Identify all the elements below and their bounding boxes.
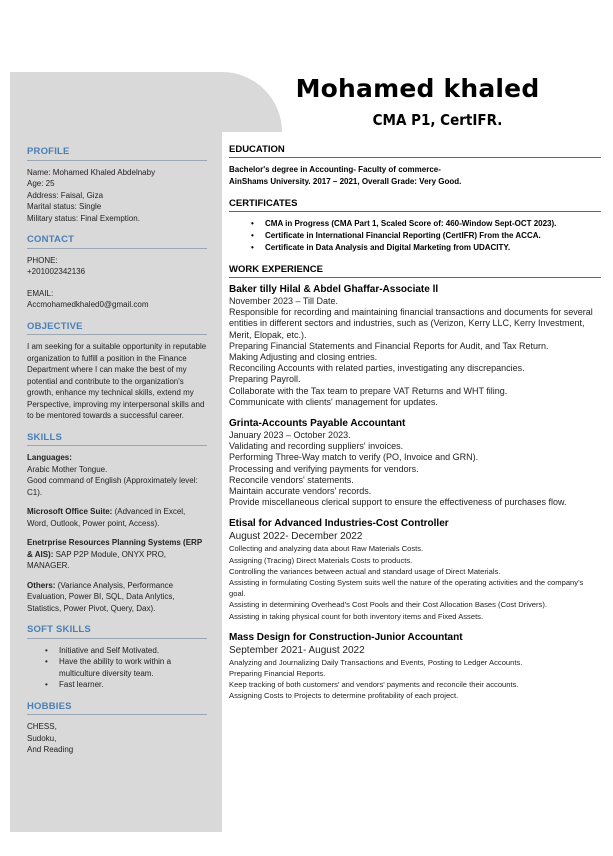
job-duty: Validating and recording suppliers' invoices. [229,441,404,452]
job-date: November 2023 – Till Date. [229,296,339,306]
soft-skills-list [45,645,207,691]
erp-skills-text: SAP P2P Module, ONYX PRO, MANAGER. [27,549,167,570]
list-item: • Initiative and Self Motivated. [45,645,207,657]
profile-section [27,146,207,224]
skills-section [27,432,207,615]
job-duty: Reconciling Accounts with related parties, investigating any discrepancies. [229,363,525,374]
work-experience-section [229,264,601,702]
erp-skills-label: Enetrprise Resources Planning Systems (ERP & AIS): [27,538,203,559]
education-section [229,144,601,188]
job-title: Mass Design for Construction-Junior Accountant [229,631,463,643]
contact-heading: CONTACT [27,234,207,249]
job-duty: Keep tracking of both customers' and vendors' payments and reconcile their accounts. [229,680,519,690]
profile-line: Military status: Final Exemption. [27,213,140,223]
hobbies-heading: HOBBIES [27,701,207,716]
main-content [229,144,601,712]
certificates-section [229,198,601,254]
email-label: EMAIL: [27,288,54,298]
education-heading: EDUCATION [229,144,601,158]
job-duty: Assigning Costs to Projects to determine profitability of each project. [229,691,459,701]
job-duty: Collaborate with the Tax team to prepare VAT Returns and WHT filing. [229,385,508,396]
job-title: Etisal for Advanced Industries-Cost Controller [229,518,449,530]
objective-section [27,321,207,422]
sidebar [27,146,207,766]
list-item: • Have the ability to work within a multiculture diversity team. [45,656,207,679]
list-item: • CMA in Progress (CMA Part 1, Scaled Score of: 460-Window Sept-OCT 2023). [251,218,601,230]
list-item: • Certificate in International Financial Reporting (CertIFR) From the ACCA. [251,230,601,242]
job-entry [229,418,601,508]
other-skills-block [27,580,207,615]
candidate-credentials: CMA P1, CertIFR. [372,111,503,129]
job-duty: Assisting in taking physical count for both inventory items and Fixed Assets. [229,611,484,621]
profile-line: Name: Mohamed Khaled Abdelnaby [27,167,156,177]
languages-label: Languages: [27,453,72,462]
job-date: August 2022- December 2022 [229,531,363,543]
job-entry [229,284,601,408]
profile-heading: PROFILE [27,146,207,161]
job-date: January 2023 – October 2023. [229,430,351,441]
job-duty: Performing Three-Way match to verify (PO, Invoice and GRN). [229,452,479,463]
education-line: AinShams University. 2017 – 2021, Overall Grade: Very Good. [229,177,462,186]
soft-skills-heading: SOFT SKILLS [27,624,207,639]
job-duty: Reconcile vendors' statements. [229,474,354,485]
phone-number[interactable]: +201002342136 [27,267,86,276]
hobby-item: CHESS, [27,722,57,731]
job-duty: Controlling the variances between actual and standard usage of Direct Materials. [229,566,501,576]
job-duty: Communicate with clients' management for updates. [229,396,438,407]
office-skills-text: (Advanced in Excel, Word, Outlook, Power point, Access). [27,507,186,528]
job-duty: Preparing Payroll. [229,374,301,385]
language-item: Good command of English (Approximately level: C1). [27,476,198,497]
hobby-item: And Reading [27,745,74,754]
job-duty: Provide miscellaneous clerical support to ensure the effectiveness of purchases flow. [229,497,567,508]
certificates-list [251,218,601,254]
job-duty: Assigning (Tracing) Direct Materials Costs to products. [229,555,413,565]
list-item: • Fast learner. [45,679,207,691]
contact-section [27,234,207,311]
job-duty: Processing and verifying payments for vendors. [229,463,419,474]
hobbies-section [27,701,207,756]
office-skills-block [27,506,207,529]
profile-line: Marital status: Single [27,202,102,211]
job-entry [229,518,601,621]
job-duty: Assisting in formulating Costing System suits well the nature of the operating activities and the company's goal. [229,578,584,599]
job-title: Baker tilly Hilal & Abdel Ghaffar-Associate ll [229,284,439,295]
skills-heading: SKILLS [27,432,207,447]
work-experience-heading: WORK EXPERIENCE [229,264,601,278]
job-date: September 2021- August 2022 [229,644,365,656]
job-title: Grinta-Accounts Payable Accountant [229,418,406,430]
job-duty: Maintain accurate vendors' records. [229,486,372,497]
phone-label: PHONE: [27,255,58,265]
job-entry [229,632,601,702]
job-duty: Assisting in determining Overhead's Cost Pools and their Cost Allocation Bases (Cost Drivers). [229,600,547,610]
hobby-item: Sudoku, [27,733,57,743]
other-skills-text: (Variance Analysis, Performance Evaluation, Power BI, SQL, Data Anlytics, Statistics, Power Pivot, Query, Dax). [27,580,175,613]
other-skills-label: Others: [27,580,56,590]
education-line: Bachelor's degree in Accounting- Faculty of commerce- [229,165,441,174]
email-address[interactable]: Accmohamedkhaled0@gmail.com [27,300,149,309]
objective-text: I am seeking for a suitable opportunity in reputable organization to fulfill a position in the Finance Department where I can make the best of my potential and contribute to the organization's growth, enhance my technical skills, extend my Perspective, improving my interpersonal skills and to be mentored towards a successful career. [27,342,207,420]
language-item: Arabic Mother Tongue. [27,464,108,474]
soft-skills-section [27,624,207,691]
job-duty: Analyzing and Journalizing Daily Transactions and Events, Posting to Ledger Accounts. [229,657,523,667]
objective-heading: OBJECTIVE [27,321,207,336]
list-item: • Certificate in Data Analysis and Digital Marketing from UDACITY. [251,242,601,254]
resume-header [222,72,613,129]
office-skills-label: Microsoft Office Suite: [27,507,113,516]
job-duty: Preparing Financial Reports. [229,669,326,679]
profile-line: Age: 25 [27,179,55,188]
profile-line: Address: Faisal, Giza [27,190,104,200]
candidate-name: Mohamed khaled [295,74,540,103]
languages-block [27,452,207,498]
erp-skills-block [27,537,207,572]
certificates-heading: CERTIFICATES [229,198,601,212]
job-duty: Collecting and analyzing data about Raw Materials Costs. [229,544,424,554]
job-duty: Preparing Financial Statements and Financial Reports for Audit, and Tax Return. [229,340,549,351]
job-duty: Responsible for recording and maintaining financial transactions and documents for several entities in different sectors and industries, such as (Verizon, Kerry LLC, Kerry Investment, Merit, Elopak, etc.). [229,307,593,340]
job-duty: Making Adjusting and closing entries. [229,352,378,363]
